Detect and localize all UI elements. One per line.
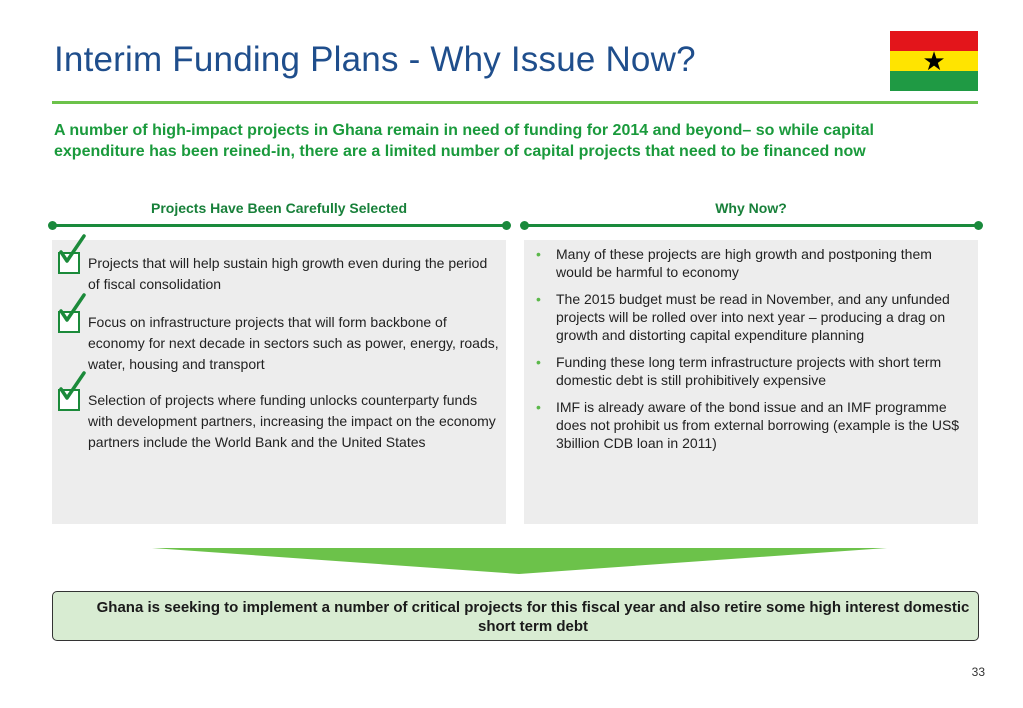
list-item xyxy=(536,245,968,281)
right-column-heading: Why Now? xyxy=(715,200,787,216)
right-line-end-dot xyxy=(974,221,983,230)
projects-panel xyxy=(52,240,506,524)
why-now-panel xyxy=(524,240,978,524)
right-heading-line xyxy=(524,224,978,227)
flag-yellow-band xyxy=(890,46,978,76)
list-item xyxy=(536,353,968,389)
project-item-text: Projects that will help sustain high growth even during the period of fiscal consolidation xyxy=(88,255,488,292)
page-subtitle: A number of high-impact projects in Ghana remain in need of funding for 2014 and beyond– so while capital expenditure has been reined-in, there are a limited number of capital projects that need to be financed now xyxy=(54,122,874,160)
ghana-flag-icon xyxy=(890,31,978,91)
project-item-text: Selection of projects where funding unlocks counterparty funds with development partners, increasing the impact on the economy partners include the World Bank and the United States xyxy=(88,392,496,450)
why-now-item-text: The 2015 budget must be read in November, and any unfunded projects will be rolled over into next year – producing a drag on growth and distorting capital expenditure planning xyxy=(556,291,950,343)
bullet-icon: • xyxy=(536,399,541,415)
why-now-item-text: Funding these long term infrastructure projects with short term domestic debt is still prohibitively expensive xyxy=(556,354,942,388)
bullet-icon: • xyxy=(536,246,541,262)
conclusion-text: Ghana is seeking to implement a number of critical projects for this fiscal year and also retire some high interest domestic short term debt xyxy=(96,599,970,635)
list-item xyxy=(536,290,968,344)
left-line-start-dot xyxy=(48,221,57,230)
left-line-end-dot xyxy=(502,221,511,230)
star-icon: ★ xyxy=(922,46,946,76)
page-number: 33 xyxy=(971,665,985,679)
checkmark-icon xyxy=(54,232,88,266)
left-heading-line xyxy=(52,224,506,227)
title-divider xyxy=(52,101,978,104)
project-item-text: Focus on infrastructure projects that will form backbone of economy for next decade in sectors such as power, energy, roads, water, housing and transport xyxy=(88,314,499,372)
bullet-icon: • xyxy=(536,291,541,307)
right-line-start-dot xyxy=(520,221,529,230)
left-column-heading: Projects Have Been Carefully Selected xyxy=(150,200,407,216)
page-title: Interim Funding Plans - Why Issue Now? xyxy=(54,40,696,79)
why-now-item-text: IMF is already aware of the bond issue and an IMF programme does not prohibit us from external borrowing (example is the US$ 3billion CDB loan in 2011) xyxy=(556,399,960,451)
checkmark-icon xyxy=(54,369,88,403)
list-item xyxy=(536,398,968,452)
why-now-item-text: Many of these projects are high growth and postponing them would be harmful to economy xyxy=(556,246,932,280)
why-now-list xyxy=(536,245,968,461)
down-arrow-icon xyxy=(152,545,887,575)
conclusion-box xyxy=(52,591,979,641)
bullet-icon: • xyxy=(536,354,541,370)
checkmark-icon xyxy=(54,291,88,325)
